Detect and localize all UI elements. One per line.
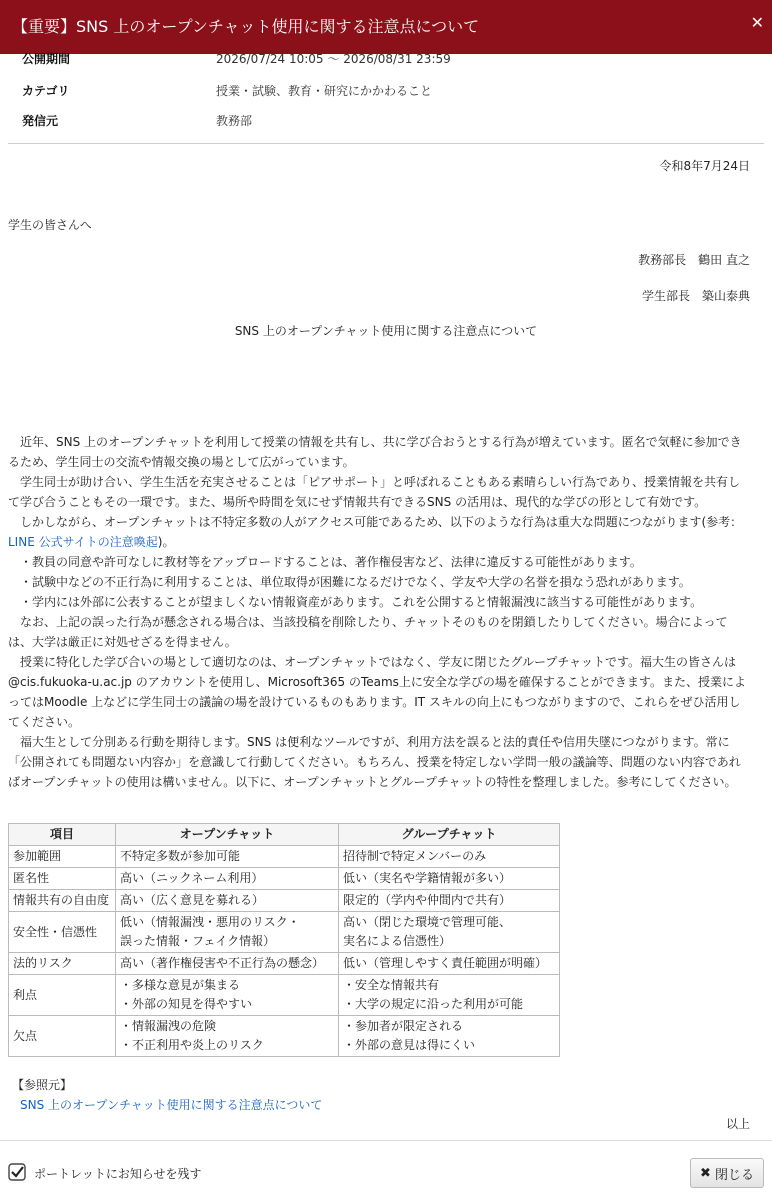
comparison-table [8, 823, 560, 1057]
table-row [9, 1016, 560, 1057]
meta-row-category [0, 82, 772, 106]
open-chat-cell [116, 846, 339, 868]
letter-greeting: 学生の皆さんへ [8, 218, 92, 232]
cell-line: 高い（著作権侵害や不正行為の懸念） [120, 956, 325, 970]
paragraph-text: )。 [157, 535, 175, 549]
closing-text: 以上 [725, 1117, 750, 1131]
meta-row-period [0, 50, 772, 74]
signature-1: 教務部長 鶴田 直之 [638, 253, 750, 267]
signature-2: 学生部長 築山泰典 [641, 289, 750, 303]
cell-line: ・不正利用や炎上のリスク [120, 1038, 264, 1052]
letter-body [8, 432, 748, 792]
divider [8, 143, 764, 144]
cell-line: ・安全な情報共有 [343, 978, 440, 992]
column-header: グループチャット [339, 824, 560, 846]
group-chat-cell [339, 890, 560, 912]
group-chat-cell [339, 846, 560, 868]
table-row [9, 868, 560, 890]
open-chat-cell [116, 890, 339, 912]
cell-line: ・情報漏洩の危険 [120, 1019, 217, 1033]
letter-date: 令和8年7月24日 [659, 159, 750, 173]
table-row [9, 890, 560, 912]
paragraph: 授業に特化した学び合いの場として適切なのは、オープンチャットではなく、学友に閉じたグループチャットです。福大生の皆さんは@cis.fukuoka-u.ac.jp のアカウントを使用し、Microsoft365 のTeams上に安全な学びの場を確保することができます。また、授業によってはMoodle 上などに学生同士の議論の場を設けているものもあります。IT スキルの向上にもつながりますので、これらをぜひ活用してください。 [8, 655, 746, 729]
cell-line: 実名による信憑性） [343, 934, 452, 948]
dialog-title: 【重要】SNS 上のオープンチャット使用に関する注意点について [12, 17, 480, 36]
paragraph: 近年、SNS 上のオープンチャットを利用して授業の情報を共有し、共に学び合おうとする行為が増えています。匿名で気軽に参加できるため、学生同士の交流や情報交換の場として広がっています。 [8, 435, 742, 469]
group-chat-cell [339, 1016, 560, 1057]
meta-value: 授業・試験、教育・研究にかかわること [216, 84, 433, 98]
bullet-item: ・試験中などの不正行為に利用することは、単位取得が困難になるだけでなく、学友や大学の名誉を損なう恐れがあります。 [20, 575, 691, 589]
open-chat-cell [116, 912, 339, 953]
item-cell: 安全性・信憑性 [9, 912, 116, 953]
letter-title: SNS 上のオープンチャット使用に関する注意点について [234, 324, 538, 338]
cell-line: 限定的（学内や仲間内で共有） [343, 893, 512, 907]
item-cell: 法的リスク [9, 953, 116, 975]
paragraph: 学生同士が助け合い、学生生活を充実させることは「ピアサポート」と呼ばれることもある素晴らしい行為であり、授業情報を共有して学び合うこともその一環です。また、場所や時間を気にせず情報共有できるSNS の活用は、現代的な学びの形として有効です。 [8, 475, 741, 509]
cell-line: 低い（実名や学籍情報が多い） [343, 871, 512, 885]
item-cell: 利点 [9, 975, 116, 1016]
bullet-item: ・教員の同意や許可なしに教材等をアップロードすることは、著作権侵害など、法律に違反する可能性があります。 [20, 555, 642, 569]
checkbox-checked-icon[interactable] [8, 1163, 26, 1181]
cell-line: 招待制で特定メンバーのみ [343, 849, 487, 863]
open-chat-cell [116, 975, 339, 1016]
group-chat-cell [339, 975, 560, 1016]
cell-line: 高い（広く意見を募れる） [120, 893, 265, 907]
meta-value: 教務部 [216, 114, 253, 128]
cell-line: 高い（ニックネーム利用） [120, 871, 264, 885]
paragraph-text: しかしながら、オープンチャットは不特定多数の人がアクセス可能であるため、以下のような行為は重大な問題につながります(参考： [20, 515, 743, 529]
bullet-item: ・学内には外部に公表することが望ましくない情報資産があります。これを公開すると情報漏洩に該当する可能性があります。 [20, 595, 703, 609]
column-header: 項目 [9, 824, 116, 846]
cell-line: ・外部の意見は得にくい [343, 1038, 476, 1052]
column-header: オープンチャット [116, 824, 339, 846]
item-cell: 匿名性 [9, 868, 116, 890]
cell-line: ・大学の規定に沿った利用が可能 [343, 997, 524, 1011]
meta-value: 2026/07/24 10:05 〜 2026/08/31 23:59 [216, 52, 451, 66]
close-button-label: 閉じる [714, 1167, 754, 1183]
line-notice-link[interactable]: LINE 公式サイトの注意喚起 [8, 535, 158, 549]
open-chat-cell [116, 1016, 339, 1057]
reference [12, 1075, 322, 1115]
table-row [9, 912, 560, 953]
open-chat-cell [116, 953, 339, 975]
meta-key: 発信元 [22, 114, 59, 128]
paragraph: なお、上記の誤った行為が懸念される場合は、当該投稿を削除したり、チャットそのものを閉鎖したりしてください。場合によっては、大学は厳正に対処せざるを得ません。 [8, 615, 728, 649]
paragraph: 福大生として分別ある行動を期待します。SNS は便利なツールですが、利用方法を誤ると法的責任や信用失墜につながります。常に「公開されても問題ない内容か」を意識して行動してください。もちろん、授業を特定しない学問一般の議論等、問題のない内容であればオープンチャットの使用は構いません。以下に、オープンチャットとグループチャットの特性を整理しました。参考にしてください。 [8, 735, 741, 789]
dialog-header [0, 0, 772, 54]
group-chat-cell [339, 868, 560, 890]
cell-line: 不特定多数が参加可能 [120, 849, 241, 863]
cell-line: ・参加者が限定される [343, 1019, 464, 1033]
item-cell: 情報共有の自由度 [9, 890, 116, 912]
close-button[interactable] [690, 1158, 764, 1188]
cell-line: 低い（情報漏洩・悪用のリスク・ [120, 915, 300, 929]
paragraph [8, 512, 748, 552]
open-chat-cell [116, 868, 339, 890]
table-row [9, 953, 560, 975]
table-header-row [9, 824, 560, 846]
reference-link[interactable]: SNS 上のオープンチャット使用に関する注意点について [20, 1098, 323, 1112]
close-icon[interactable]: ✕ [750, 13, 764, 32]
dialog-footer [0, 1140, 772, 1201]
group-chat-cell [339, 912, 560, 953]
item-cell: 参加範囲 [9, 846, 116, 868]
meta-key: 公開期間 [22, 52, 71, 66]
table-row [9, 975, 560, 1016]
cell-line: ・外部の知見を得やすい [120, 997, 253, 1011]
item-cell: 欠点 [9, 1016, 116, 1057]
portlet-checkbox-label[interactable]: ポートレットにお知らせを残す [34, 1167, 202, 1181]
cell-line: 誤った情報・フェイク情報） [120, 934, 276, 948]
group-chat-cell [339, 953, 560, 975]
close-x-icon: ✖ [700, 1165, 711, 1181]
reference-label: 【参照元】 [12, 1078, 73, 1092]
cell-line: ・多様な意見が集まる [120, 978, 241, 992]
cell-line: 高い（閉じた環境で管理可能、 [343, 915, 512, 929]
meta-key: カテゴリ [22, 84, 70, 98]
table-row [9, 846, 560, 868]
cell-line: 低い（管理しやすく責任範囲が明確） [343, 956, 548, 970]
meta-row-sender [0, 112, 772, 136]
